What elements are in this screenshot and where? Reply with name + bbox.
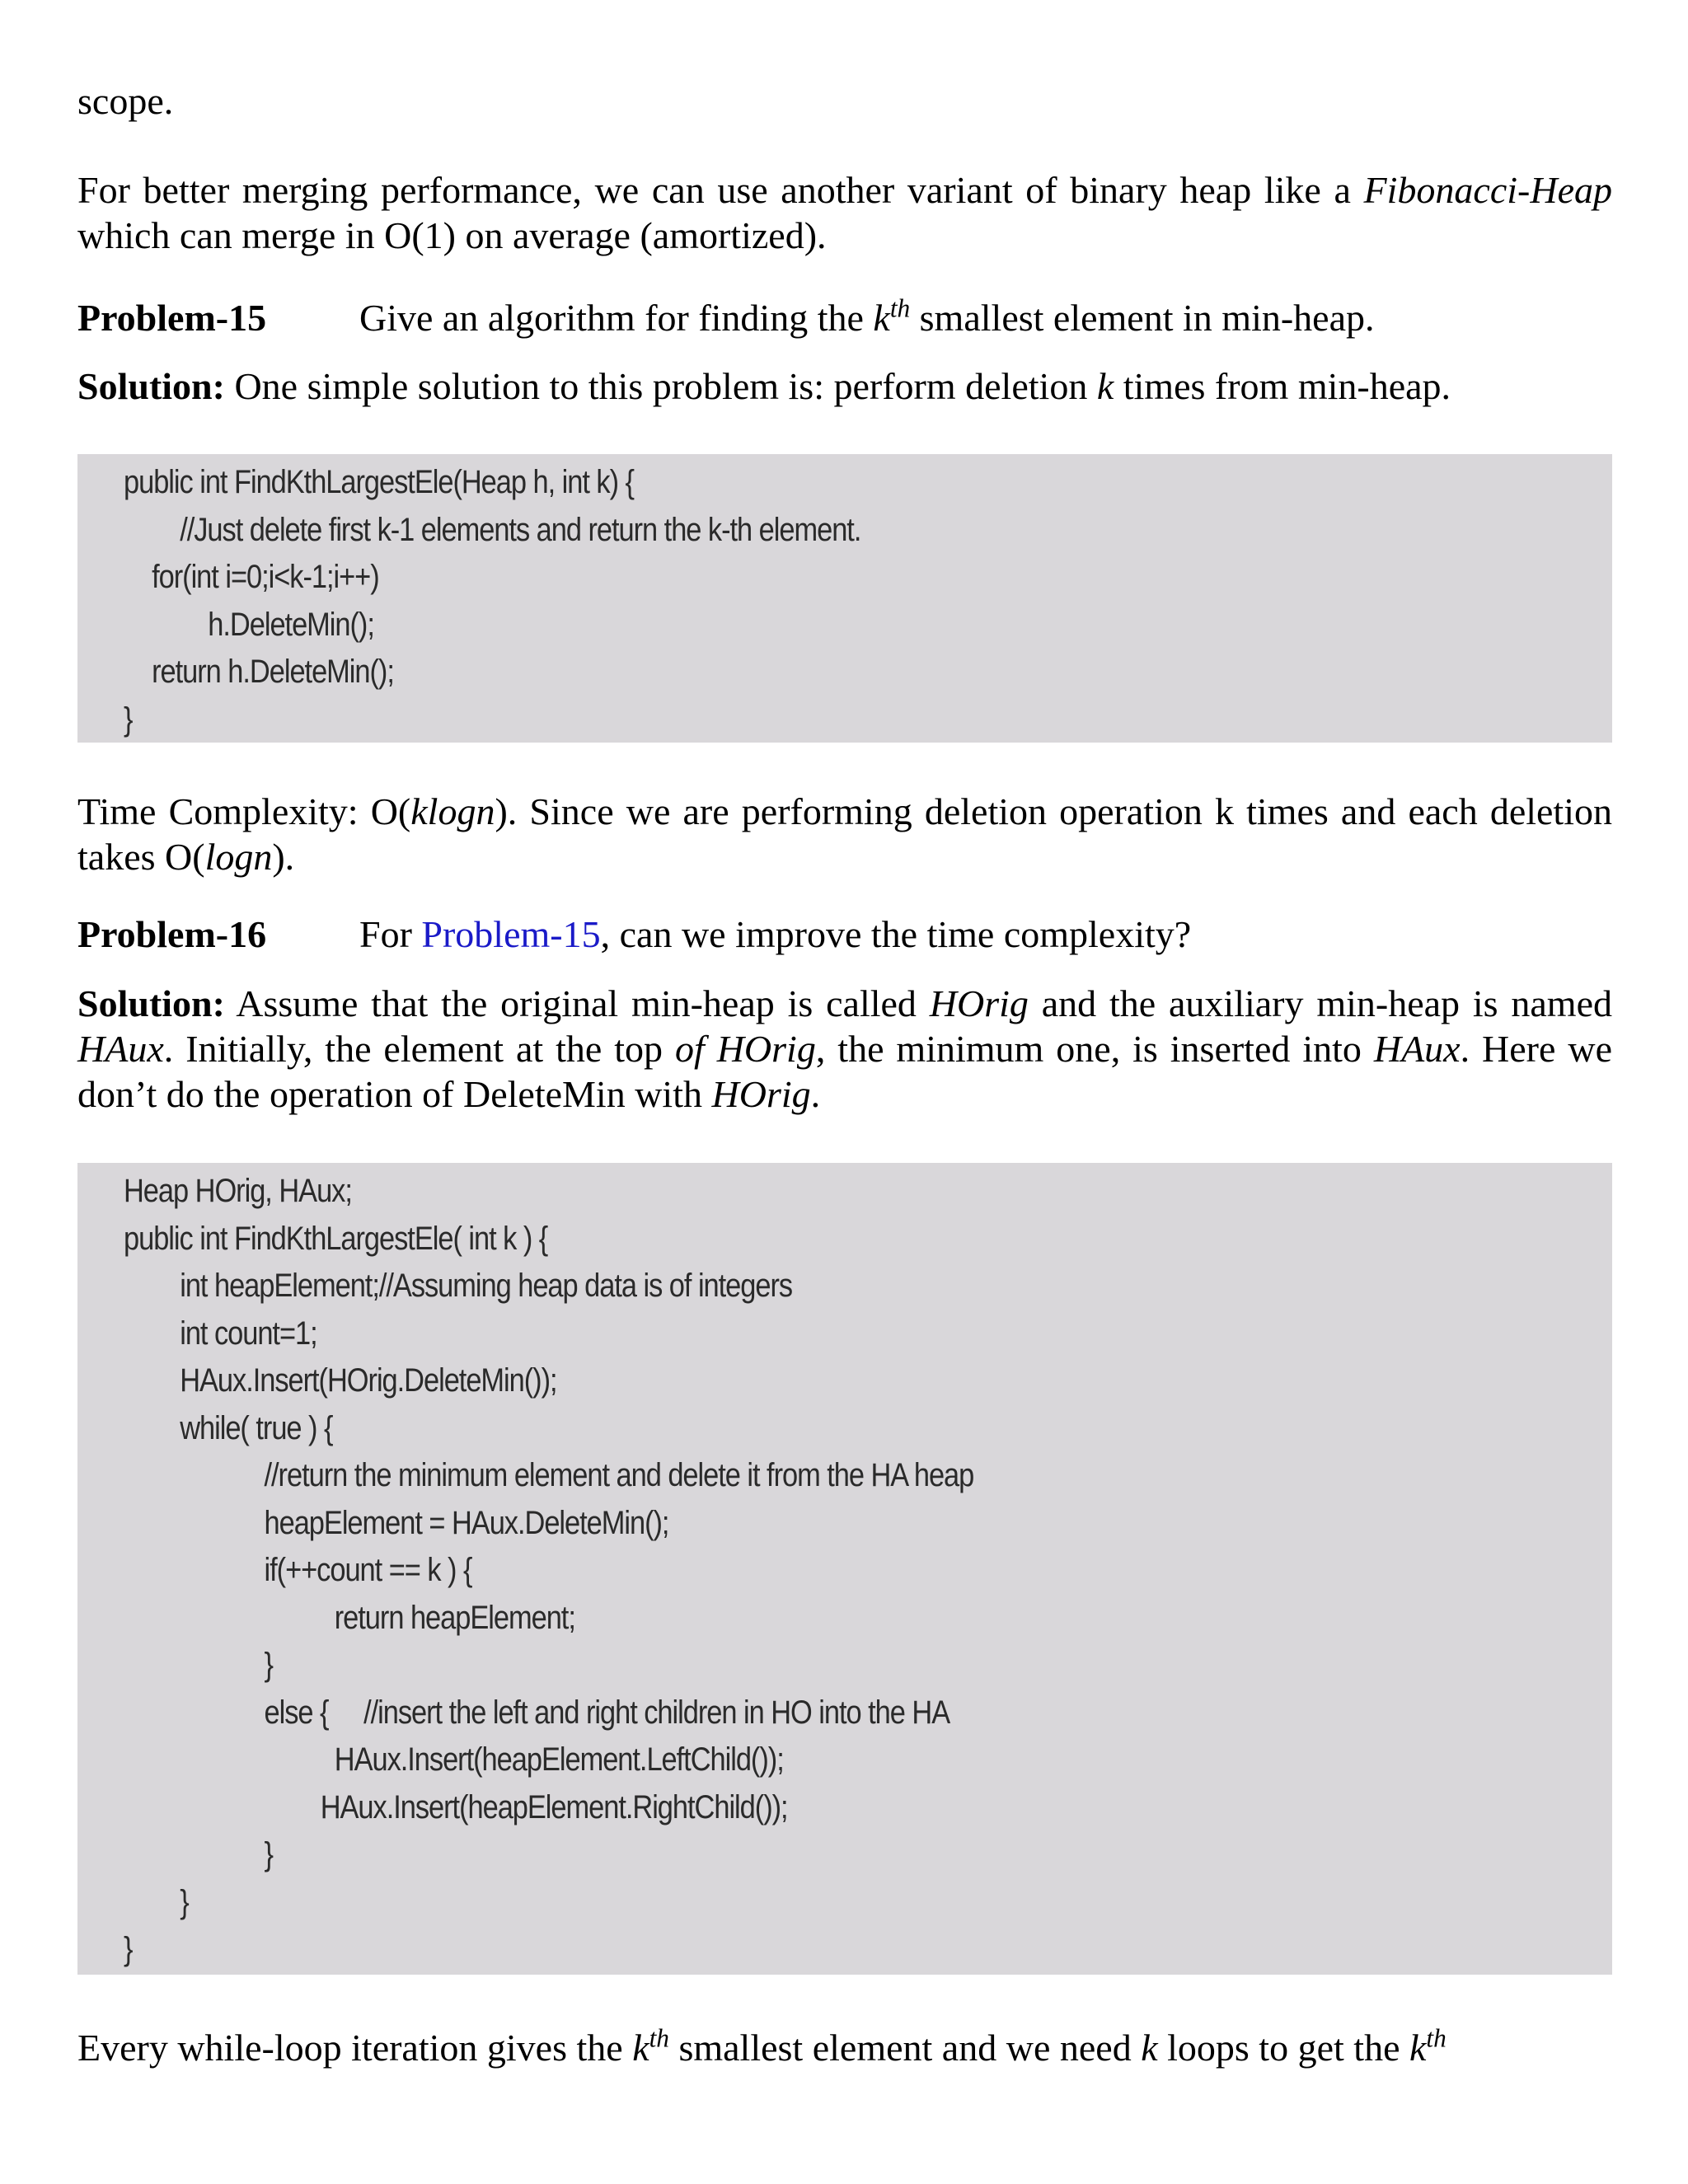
problem-16-label: Problem-16 (77, 913, 267, 955)
code-line: for(int i=0;i<k-1;i++) (124, 559, 379, 595)
tc-logn: logn (204, 836, 273, 878)
tc-text-2: ). Since we are performing deletion operation k times and each deletion takes O( (77, 790, 1612, 878)
tc-text-1: Time Complexity: O( (77, 790, 411, 832)
sol16-t6: . (810, 1073, 821, 1115)
problem-16-text-2: , can we improve the time complexity? (600, 913, 1192, 955)
sol16-haux-1: HAux (77, 1028, 164, 1070)
sol16-t4: , the minimum one, is inserted into (815, 1028, 1374, 1070)
sol16-of-horig: of HOrig (674, 1028, 816, 1070)
code-line: Heap HOrig, HAux; (124, 1173, 352, 1209)
problem-15-link[interactable]: Problem-15 (421, 913, 601, 955)
solution-15-label: Solution: (77, 365, 225, 407)
last-t2: smallest element and we need (668, 2027, 1142, 2069)
sol16-t2: and the auxiliary min-heap is named (1028, 982, 1613, 1024)
last-k3: k (1409, 2027, 1427, 2069)
sol16-t1: Assume that the original min-heap is called (224, 982, 930, 1024)
code-line: HAux.Insert(heapElement.LeftChild()); (124, 1741, 784, 1778)
sol16-t5: . Here we don’t do the operation of DeleteMin with (77, 1028, 1612, 1115)
code-line: } (124, 701, 133, 738)
last-t1: Every while-loop iteration gives the (77, 2027, 633, 2069)
code-line: //return the minimum element and delete it from the HA heap (124, 1457, 974, 1493)
fibonacci-paragraph (77, 167, 1612, 258)
time-complexity-paragraph (77, 789, 1612, 879)
last-t3: loops to get the (1157, 2027, 1409, 2069)
code-line: } (124, 1931, 133, 1967)
problem-15-text-1: Give an algorithm for finding the (359, 297, 874, 339)
code-line: int count=1; (124, 1315, 317, 1352)
last-sup2: th (1426, 2023, 1447, 2053)
code-line: if(++count == k ) { (124, 1552, 472, 1588)
tc-klogn: klogn (410, 790, 495, 832)
problem-15-text-2: smallest element in min-heap. (910, 297, 1375, 339)
code-line: } (124, 1647, 273, 1683)
last-sup1: th (649, 2023, 669, 2053)
code-line: public int FindKthLargestEle( int k ) { (124, 1220, 548, 1257)
sol16-haux-2: HAux (1373, 1028, 1461, 1070)
code-line: return heapElement; (124, 1599, 575, 1636)
problem-15-sup: th (889, 293, 911, 323)
top-fragment: scope. (77, 80, 174, 122)
last-k2: k (1141, 2027, 1158, 2069)
code-line: HAux.Insert(heapElement.RightChild()); (124, 1788, 788, 1825)
last-paragraph (77, 2025, 1612, 2070)
sol16-horig-1: HOrig (929, 982, 1029, 1024)
problem-16-heading (77, 912, 1612, 957)
problem-16-text-1: For (359, 913, 422, 955)
fib-italic-term: Fibonacci-Heap (1363, 169, 1612, 211)
code-line: else { //insert the left and right children in HO into the HA (124, 1694, 950, 1731)
solution-16-label: Solution: (77, 982, 225, 1024)
code-line: return h.DeleteMin(); (124, 654, 394, 690)
code-line: } (124, 1883, 189, 1920)
code-line: heapElement = HAux.DeleteMin(); (124, 1504, 669, 1541)
solution-15-text-2: times from min-heap. (1114, 365, 1451, 407)
code-line: //Just delete first k-1 elements and return the k-th element. (124, 511, 861, 548)
sol16-t3: . Initially, the element at the top (163, 1028, 675, 1070)
problem-15-label: Problem-15 (77, 297, 267, 339)
solution-16-paragraph (77, 981, 1612, 1117)
code-line: h.DeleteMin(); (124, 606, 374, 643)
fib-text-2: which can merge in O(1) on average (amortized). (77, 214, 827, 256)
code-block-2 (77, 1163, 1612, 1975)
fib-text-1: For better merging performance, we can use another variant of binary heap like a (77, 169, 1364, 211)
code-line: public int FindKthLargestEle(Heap h, int k) { (124, 464, 634, 500)
code-block-2-lines (124, 1168, 1112, 1974)
solution-15-paragraph (77, 363, 1612, 409)
tc-text-3: ). (272, 836, 295, 878)
code-line: int heapElement;//Assuming heap data is of integers (124, 1268, 793, 1304)
problem-15-heading (77, 295, 1612, 340)
code-line: while( true ) { (124, 1409, 333, 1446)
code-line: HAux.Insert(HOrig.DeleteMin()); (124, 1362, 557, 1399)
sol16-horig-2: HOrig (711, 1073, 811, 1115)
code-line: } (124, 1836, 273, 1872)
problem-15-k: k (873, 297, 890, 339)
code-block-1-lines (124, 459, 981, 743)
code-block-1 (77, 454, 1612, 743)
last-k1: k (632, 2027, 649, 2069)
solution-15-text-1: One simple solution to this problem is: perform deletion (224, 365, 1097, 407)
solution-15-k: k (1096, 365, 1114, 407)
